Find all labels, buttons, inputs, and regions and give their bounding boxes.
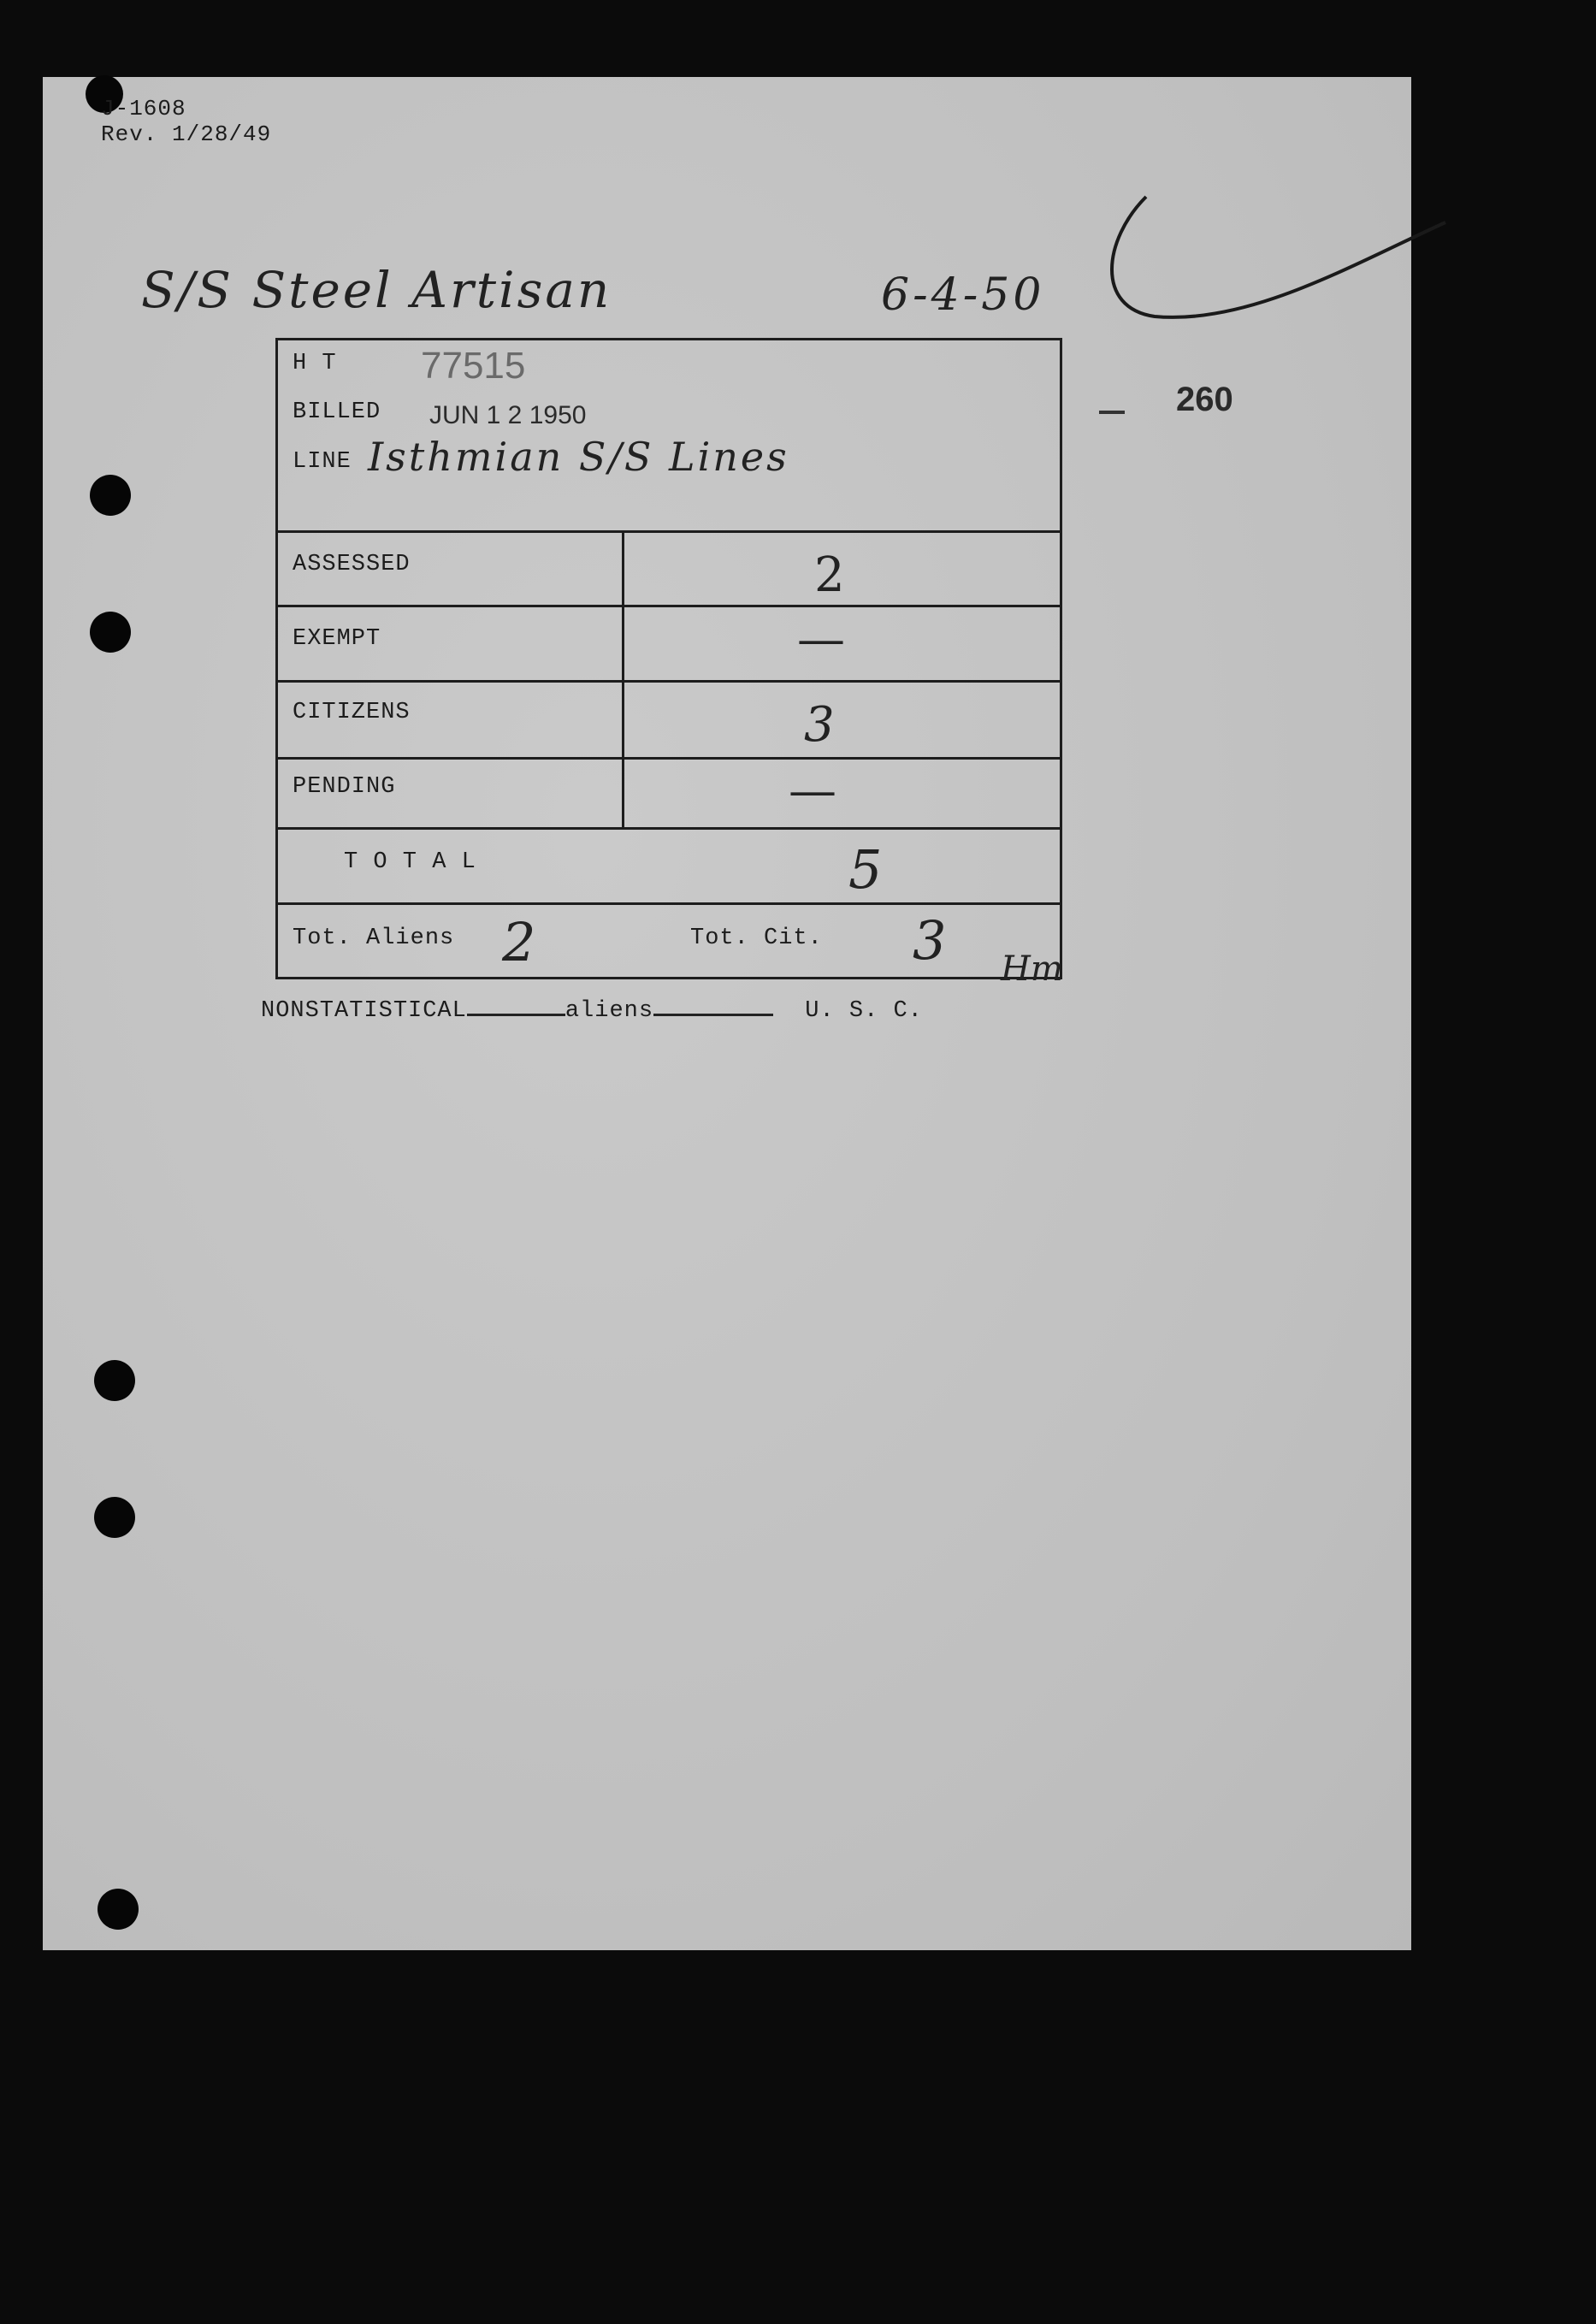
statistics-box (275, 338, 1062, 979)
punch-hole-icon (98, 1889, 139, 1930)
line-value: Isthmian S/S Lines (368, 434, 789, 480)
ship-name: S/S Steel Artisan (141, 261, 612, 319)
billed-date-stamp: JUN 1 2 1950 (429, 401, 587, 429)
tot-cit-label: Tot. Cit. (690, 925, 823, 951)
exempt-label: EXEMPT (293, 626, 381, 652)
ht-number: 77515 (421, 345, 526, 387)
total-value: 5 (848, 838, 883, 901)
initials: Hm (1001, 949, 1063, 989)
nonstatistical-label: NONSTATISTICAL (261, 998, 467, 1024)
punch-hole-icon (94, 1360, 135, 1401)
form-number: J-1608 (101, 96, 186, 121)
line-label: LINE (293, 449, 352, 475)
punch-hole-icon (94, 1497, 135, 1538)
aliens-blank (653, 996, 773, 1016)
assessed-value: 2 (814, 547, 845, 603)
tot-aliens-value: 2 (502, 911, 536, 973)
aliens-label: aliens (565, 998, 654, 1024)
exempt-value: — (797, 612, 845, 667)
ht-label: H T (293, 351, 337, 376)
form-sheet (43, 77, 1411, 1950)
tot-cit-value: 3 (913, 909, 947, 972)
pending-value: — (789, 763, 836, 819)
nonstatistical-blank (467, 996, 565, 1016)
assessed-label: ASSESSED (293, 552, 411, 577)
check-mark-icon (1026, 188, 1454, 359)
citizens-label: CITIZENS (293, 700, 411, 725)
nonstatistical-line (261, 996, 923, 1024)
dash-mark (1099, 411, 1125, 414)
page-number: 260 (1176, 381, 1233, 418)
punch-hole-icon (90, 612, 131, 653)
total-label: T O T A L (344, 849, 476, 875)
pending-label: PENDING (293, 774, 396, 800)
citizens-value: 3 (804, 697, 835, 753)
arrival-date: 6-4-50 (881, 269, 1045, 321)
tot-aliens-label: Tot. Aliens (293, 925, 455, 951)
punch-hole-icon (90, 475, 131, 516)
billed-label: BILLED (293, 399, 381, 425)
form-revision: Rev. 1/28/49 (101, 121, 272, 147)
usc-label: U. S. C. (805, 998, 923, 1024)
